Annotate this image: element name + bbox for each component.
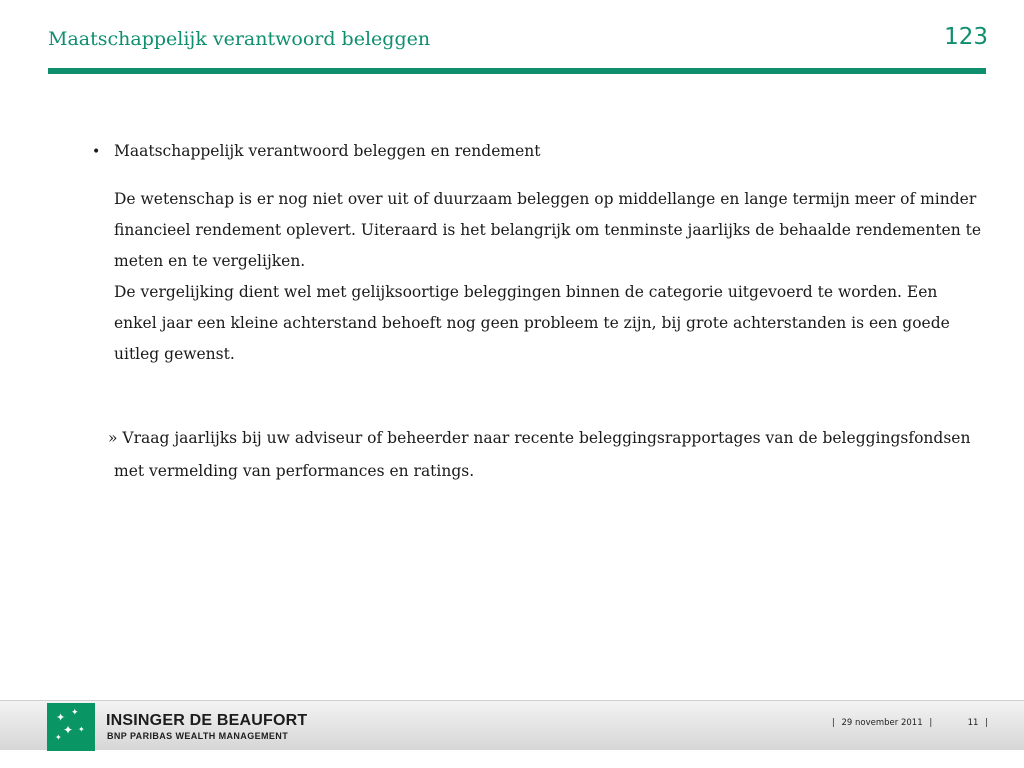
bullet-marker: • <box>92 144 101 160</box>
footer-separator: | <box>929 718 933 728</box>
stars-logo-icon: ✦ ✦ ✦ ✦ ✦ <box>47 703 95 751</box>
brand-name: INSINGER DE BEAUFORT <box>106 712 308 729</box>
advice-marker: » <box>108 429 118 447</box>
brand-subline: BNP PARIBAS WEALTH MANAGEMENT <box>107 731 289 741</box>
slide-body <box>92 136 982 488</box>
slide-title: Maatschappelijk verantwoord beleggen <box>48 28 431 50</box>
footer-separator: | <box>985 718 988 728</box>
footer-separator: | <box>831 718 835 728</box>
paragraph-2: De vergelijking dient wel met gelijksoortige beleggingen binnen de categorie uitgevoerd te worden. Een enkel jaar een kleine achterstand behoeft nog geen probleem te zijn, bij grote achterstanden is een goede uitleg gewenst. <box>114 283 950 363</box>
slide-number: 123 <box>944 24 988 50</box>
advice-line-1: Vraag jaarlijks bij uw adviseur of beheerder naar recente beleggingsrapportages van de beleggingsfondsen <box>122 429 971 447</box>
footer-date: 29 november 2011 <box>841 718 923 728</box>
body-paragraphs <box>92 184 982 370</box>
advice-line-2: met vermelding van performances en ratings. <box>114 462 475 480</box>
advice-block <box>92 422 982 488</box>
title-divider <box>48 68 986 74</box>
bullet-item <box>92 136 982 168</box>
bullet-heading: Maatschappelijk verantwoord beleggen en rendement <box>114 142 541 160</box>
footer-meta <box>832 718 988 728</box>
paragraph-1: De wetenschap is er nog niet over uit of duurzaam beleggen op middellange en lange termijn meer of minder financieel rendement oplevert. Uiteraard is het belangrijk om tenminste jaarlijks de behaalde rendementen te meten en te vergelijken. <box>114 190 982 270</box>
footer-page-number: 11 <box>967 718 979 728</box>
